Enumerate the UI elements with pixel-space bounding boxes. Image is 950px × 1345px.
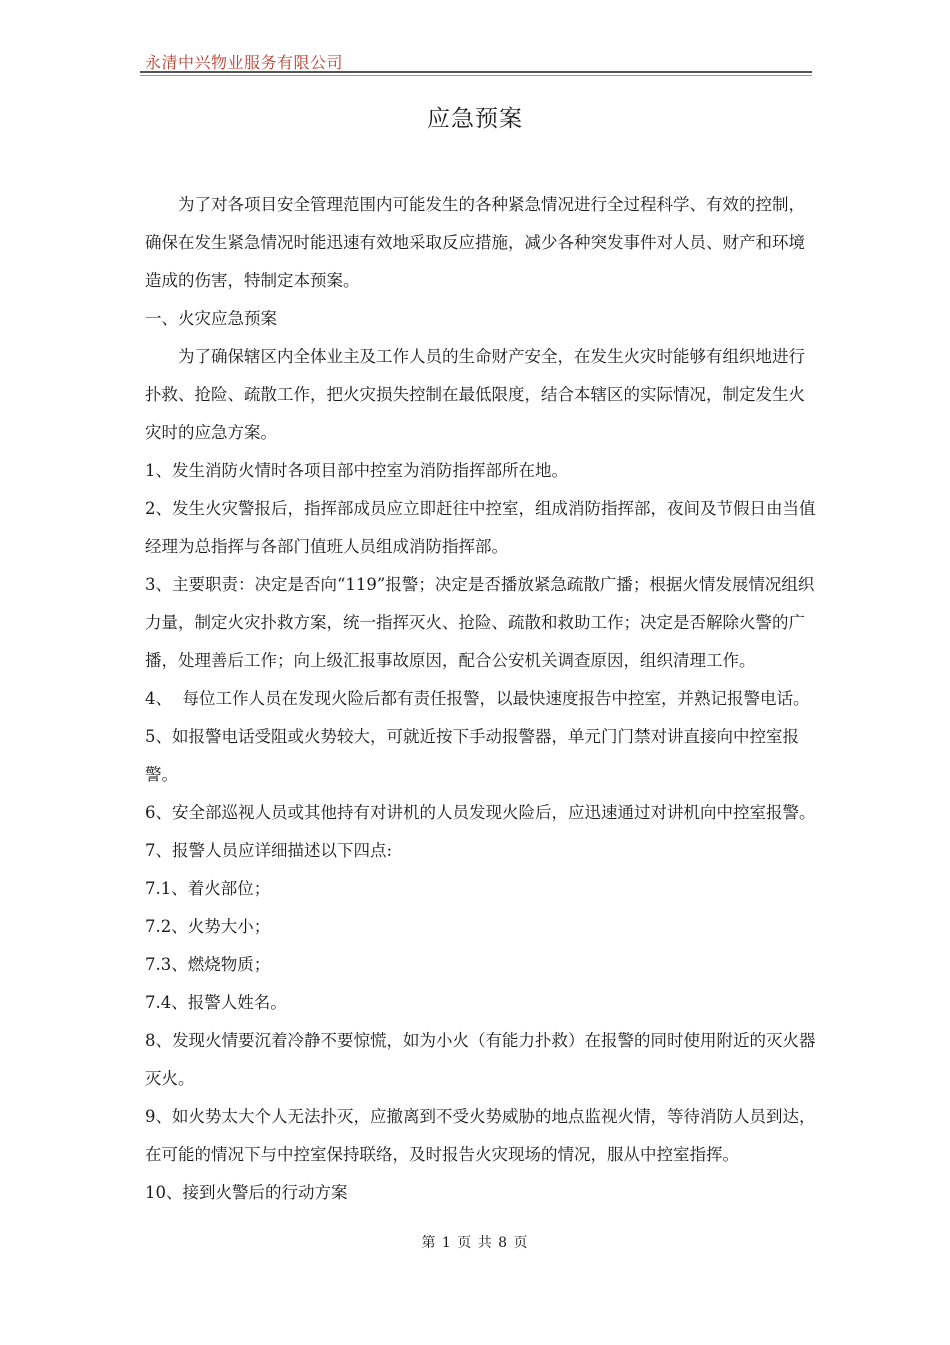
list-item: 6、安全部巡视人员或其他持有对讲机的人员发现火险后，应迅速通过对讲机向中控室报警。 [145,803,816,822]
intro-paragraph: 为了对各项目安全管理范围内可能发生的各种紧急情况进行全过程科学、有效的控制，确保在发生紧急情况时能迅速有效地采取反应措施，减少各种突发事件对人员、财产和环境造成的伤害，特制定本预案。 [145,195,805,290]
list-item: 5、如报警电话受阻或火势较大，可就近按下手动报警器，单元门门禁对讲直接向中控室报警。 [145,727,799,784]
list-item: 10、接到火警后的行动方案 [145,1183,348,1202]
sub-list-item: 7.2、火势大小； [145,917,271,936]
sub-list-item: 7.4、报警人姓名。 [145,993,287,1012]
list-item: 4、 每位工作人员在发现火险后都有责任报警，以最快速度报告中控室，并熟记报警电话。 [145,689,810,708]
sub-list-item: 7.3、燃烧物质； [145,955,271,974]
list-item: 1、发生消防火情时各项目部中控室为消防指挥部所在地。 [145,461,568,480]
section-heading: 一、火灾应急预案 [145,309,277,328]
document-body [145,186,820,1212]
list-item: 2、发生火灾警报后，指挥部成员应立即赶往中控室，组成消防指挥部，夜间及节假日由当值经理为总指挥与各部门值班人员组成消防指挥部。 [145,499,816,556]
header-company-name: 永清中兴物业服务有限公司 [145,53,344,72]
document-title: 应急预案 [427,106,523,132]
list-item: 7、报警人员应详细描述以下四点: [145,841,393,860]
list-item: 3、主要职责：决定是否向“119”报警；决定是否播放紧急疏散广播；根据火情发展情况组织力量，制定火灾扑救方案，统一指挥灭火、抢险、疏散和救助工作；决定是否解除火警的广播，处理善后工作；向上级汇报事故原因，配合公安机关调查原因，组织清理工作。 [145,575,815,670]
sub-list-item: 7.1、着火部位； [145,879,271,898]
fire-intro-paragraph: 为了确保辖区内全体业主及工作人员的生命财产安全，在发生火灾时能够有组织地进行扑救、抢险、疏散工作，把火灾损失控制在最低限度，结合本辖区的实际情况，制定发生火灾时的应急方案。 [145,347,805,442]
list-item: 8、发现火情要沉着冷静不要惊慌，如为小火（有能力扑救）在报警的同时使用附近的灭火器灭火。 [145,1031,816,1088]
list-item: 9、如火势太大个人无法扑灭，应撤离到不受火势威胁的地点监视火情，等待消防人员到达，在可能的情况下与中控室保持联络，及时报告火灾现场的情况，服从中控室指挥。 [145,1107,816,1164]
header-divider [140,71,812,76]
page-number: 第 1 页 共 8 页 [421,1235,529,1251]
